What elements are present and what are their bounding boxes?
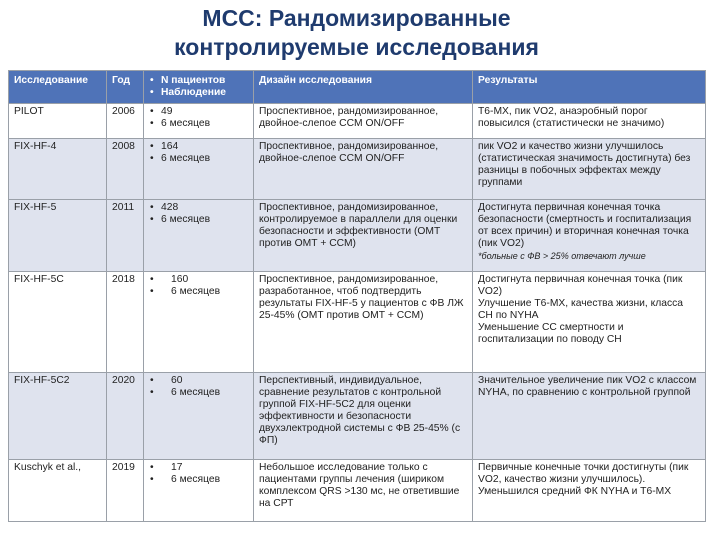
title-line-2: контролируемые исследования [174, 34, 539, 60]
cell-results: пик VO2 и качество жизни улучшилось (статистическая значимость достигнута) без разницы в побочных эффектах между группами [473, 139, 706, 200]
cell-results-line: Улучшение Т6-МХ, качества жизни, класса СН по NYHA [478, 298, 684, 321]
cell-followup: • 6 месяцев [149, 118, 248, 130]
cell-results [473, 272, 706, 373]
header-n-patients-label: • N пациентов [149, 75, 248, 87]
cell-year: 2020 [107, 373, 144, 460]
header-n-patients [144, 71, 254, 104]
cell-followup: • 6 месяцев [149, 214, 248, 226]
cell-results-note: *больные с ФВ > 25% отвечают лучше [478, 251, 646, 261]
cell-year: 2011 [107, 200, 144, 272]
cell-followup: • 6 месяцев [149, 387, 248, 399]
cell-n [144, 139, 254, 200]
header-study: Исследование [9, 71, 107, 104]
cell-design: Небольшое исследование только с пациентами группы лечения (шириком комплексом QRS >130 мс, не ответившие на СРТ [254, 460, 473, 522]
title-line-1: МСС: Рандомизированные [202, 5, 511, 31]
header-results: Результаты [473, 71, 706, 104]
cell-n [144, 373, 254, 460]
cell-n [144, 104, 254, 139]
cell-followup: • 6 месяцев [149, 286, 248, 298]
cell-study: FIX-HF-4 [9, 139, 107, 200]
cell-results [473, 200, 706, 272]
cell-year: 2018 [107, 272, 144, 373]
cell-followup: • 6 месяцев [149, 474, 248, 486]
cell-results: Т6-МХ, пик VO2, анаэробный порог повысился (статистически не значимо) [473, 104, 706, 139]
table-row [9, 104, 706, 139]
table-row [9, 460, 706, 522]
cell-year: 2006 [107, 104, 144, 139]
cell-n-patients: • 17 [149, 462, 248, 474]
cell-n-patients: • 164 [149, 141, 248, 153]
studies-table-container [8, 70, 705, 522]
cell-results-line: Уменьшение СС смертности и госпитализации по поводу СН [478, 322, 624, 345]
table-header-row [9, 71, 706, 104]
cell-design: Перспективный, индивидуальное, сравнение результатов с контрольной группой FIX-HF-5C2 для оценки эффективности и безопасности двухэлектродной системы с ФВ 25-45% (с ФП) [254, 373, 473, 460]
cell-results-text: Достигнута первичная конечная точка безопасности (смертность и госпитализация от всех причин) и вторичная конечная точка (пик VO2) [478, 202, 692, 249]
cell-year: 2019 [107, 460, 144, 522]
table-row [9, 200, 706, 272]
cell-study: FIX-HF-5C [9, 272, 107, 373]
header-design: Дизайн исследования [254, 71, 473, 104]
cell-study: PILOT [9, 104, 107, 139]
header-followup-label: • Наблюдение [149, 87, 248, 99]
studies-table [8, 70, 706, 522]
table-row [9, 373, 706, 460]
cell-design: Проспективное, рандомизированное, двойное-слепое CCM ON/OFF [254, 139, 473, 200]
cell-year: 2008 [107, 139, 144, 200]
cell-design: Проспективное, рандомизированное, контролируемое в параллели для оценки безопасности и эффективности (ОМТ против ОМТ + ССМ) [254, 200, 473, 272]
cell-n [144, 460, 254, 522]
cell-study: FIX-HF-5C2 [9, 373, 107, 460]
cell-n-patients: • 49 [149, 106, 248, 118]
table-row [9, 139, 706, 200]
cell-n [144, 200, 254, 272]
cell-design: Проспективное, рандомизированное, разработанное, чтоб подтвердить результаты FIX-HF-5 у пациентов с ФВ ЛЖ 25-45% (ОМТ против ОМТ + ССМ) [254, 272, 473, 373]
cell-results-line: Достигнута первичная конечная точка (пик VO2) [478, 274, 683, 297]
cell-study: FIX-HF-5 [9, 200, 107, 272]
cell-n-patients: • 428 [149, 202, 248, 214]
table-row [9, 272, 706, 373]
cell-n-patients: • 60 [149, 375, 248, 387]
header-year: Год [107, 71, 144, 104]
cell-results: Первичные конечные точки достигнуты (пик VO2, качество жизни улучшилось). Уменьшился средний ФК NYHA и Т6-МХ [473, 460, 706, 522]
cell-design: Проспективное, рандомизированное, двойное-слепое CCM ON/OFF [254, 104, 473, 139]
slide-title [0, 4, 713, 62]
cell-results: Значительное увеличение пик VO2 с классом NYHA, по сравнению с контрольной группой [473, 373, 706, 460]
cell-study: Kuschyk et al., [9, 460, 107, 522]
cell-n-patients: • 160 [149, 274, 248, 286]
cell-followup: • 6 месяцев [149, 153, 248, 165]
cell-n [144, 272, 254, 373]
